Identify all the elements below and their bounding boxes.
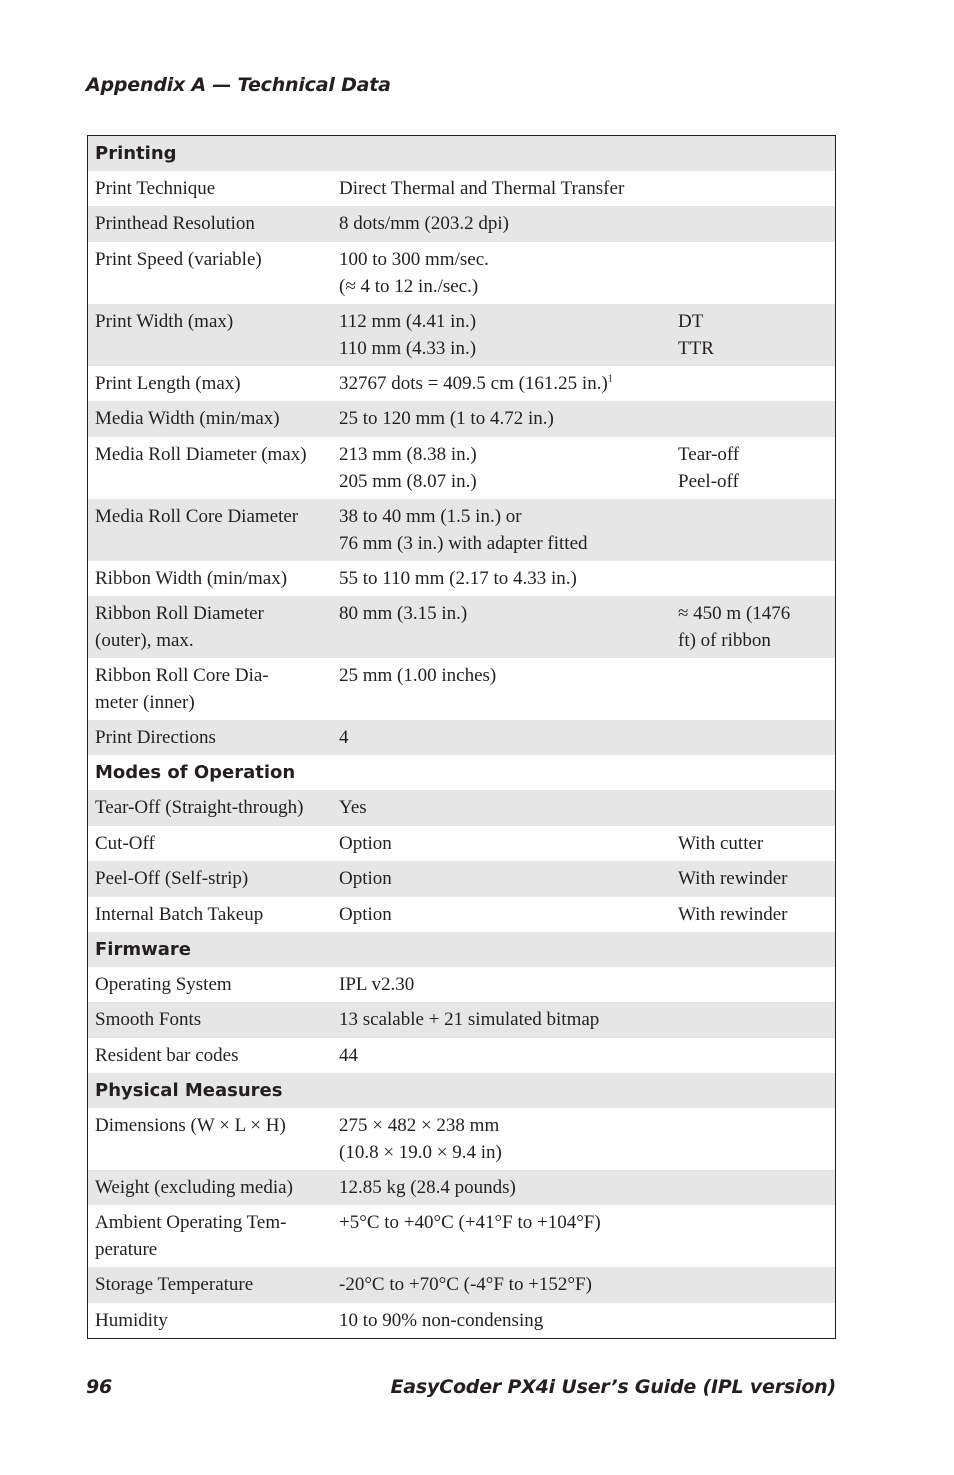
spec-note xyxy=(678,861,835,892)
cell-text: Yes xyxy=(339,797,367,819)
cell-text: Dimensions (W × L × H) xyxy=(95,1115,286,1137)
cell-text: TTR xyxy=(678,337,714,359)
spec-label xyxy=(88,897,339,928)
cell-line xyxy=(95,1307,339,1334)
page-number: 96 xyxy=(86,1376,113,1398)
table-row xyxy=(88,967,835,1002)
spec-note xyxy=(678,1303,835,1307)
spec-note xyxy=(678,826,835,857)
spec-value xyxy=(339,1038,678,1069)
table-row xyxy=(88,1205,835,1267)
spec-note xyxy=(678,1205,835,1209)
cell-text: perature xyxy=(95,1239,158,1261)
cell-text: Print Speed (variable) xyxy=(95,248,262,270)
cell-text: Smooth Fonts xyxy=(95,1009,202,1031)
cell-text: 13 scalable + 21 simulated bitmap xyxy=(339,1009,600,1031)
cell-text: Print Technique xyxy=(95,178,216,199)
cell-text: Printhead Resolution xyxy=(95,213,255,235)
spec-note xyxy=(678,658,835,662)
cell-text: 4 xyxy=(339,726,349,748)
cell-text: 76 mm (3 in.) with adapter fitted xyxy=(339,532,588,554)
spec-value xyxy=(339,658,678,689)
page-header-title: Appendix A — Technical Data xyxy=(86,74,391,96)
table-row xyxy=(88,499,835,561)
cell-line xyxy=(339,1139,678,1166)
spec-note xyxy=(678,171,835,175)
spec-note xyxy=(678,561,835,565)
cell-line xyxy=(339,308,678,335)
spec-note xyxy=(678,1002,835,1006)
spec-value xyxy=(339,499,678,557)
spec-note xyxy=(678,366,835,370)
spec-label xyxy=(88,790,339,821)
cell-text: Storage Temperature xyxy=(95,1274,254,1296)
cell-text: Media Roll Diameter (max) xyxy=(95,443,307,465)
spec-label xyxy=(88,596,339,654)
table-row xyxy=(88,1303,835,1338)
spec-value xyxy=(339,1267,678,1298)
cell-text: +5°C to +40°C (+41°F to +104°F) xyxy=(339,1212,601,1234)
spec-label xyxy=(88,561,339,592)
cell-text: 25 mm (1.00 inches) xyxy=(339,664,497,686)
spec-value xyxy=(339,1205,678,1236)
table-row xyxy=(88,720,835,755)
cell-line xyxy=(95,246,339,273)
cell-line xyxy=(339,1174,678,1201)
cell-line xyxy=(95,1209,339,1236)
cell-text: Humidity xyxy=(95,1309,168,1331)
cell-line xyxy=(95,1236,339,1263)
spec-value xyxy=(339,366,678,397)
cell-line xyxy=(339,210,678,237)
cell-text: 10 to 90% non-condensing xyxy=(339,1309,544,1331)
cell-text: (≈ 4 to 12 in./sec.) xyxy=(339,275,479,297)
cell-line xyxy=(339,468,678,495)
cell-line xyxy=(678,468,835,495)
spec-label xyxy=(88,401,339,432)
cell-text: meter (inner) xyxy=(95,691,195,713)
spec-note xyxy=(678,720,835,724)
guide-title: EasyCoder PX4i User’s Guide (IPL version) xyxy=(390,1376,836,1398)
cell-line xyxy=(339,1271,678,1298)
spec-value xyxy=(339,1108,678,1166)
cell-text: 8 dots/mm (203.2 dpi) xyxy=(339,213,509,235)
cell-line xyxy=(339,794,678,821)
cell-text: Media Width (min/max) xyxy=(95,408,280,430)
cell-text: 110 mm (4.33 in.) xyxy=(339,337,477,359)
cell-text: (outer), max. xyxy=(95,629,194,651)
cell-text: 100 to 300 mm/sec. xyxy=(339,248,489,270)
cell-text: Resident bar codes xyxy=(95,1044,239,1066)
cell-line xyxy=(339,865,678,892)
spec-note xyxy=(678,401,835,405)
cell-line xyxy=(339,724,678,751)
spec-note xyxy=(678,1108,835,1112)
table-row xyxy=(88,366,835,401)
cell-text: DT xyxy=(678,310,704,332)
table-row xyxy=(88,1108,835,1170)
cell-text: Option xyxy=(339,832,392,854)
cell-line xyxy=(95,1174,339,1201)
table-row xyxy=(88,790,835,825)
cell-line xyxy=(95,600,339,627)
section-heading: Firmware xyxy=(88,932,835,967)
cell-line xyxy=(678,627,835,654)
table-row xyxy=(88,596,835,658)
cell-line xyxy=(339,565,678,592)
spec-label xyxy=(88,206,339,237)
cell-text: Print Length (max) xyxy=(95,372,241,394)
table-row xyxy=(88,437,835,499)
spec-note xyxy=(678,1038,835,1042)
cell-line xyxy=(95,565,339,592)
spec-label xyxy=(88,499,339,530)
spec-note xyxy=(678,437,835,495)
cell-line xyxy=(339,1112,678,1139)
cell-line xyxy=(339,662,678,689)
cell-text: Option xyxy=(339,868,392,890)
cell-line xyxy=(95,794,339,821)
spec-note xyxy=(678,499,835,503)
cell-line xyxy=(339,971,678,998)
cell-text: 112 mm (4.41 in.) xyxy=(339,310,477,332)
section-heading: Modes of Operation xyxy=(95,762,296,784)
cell-line xyxy=(95,689,339,716)
spec-label xyxy=(88,658,339,716)
spec-note xyxy=(678,1170,835,1174)
cell-text: Weight (excluding media) xyxy=(95,1177,293,1199)
spec-value xyxy=(339,790,678,821)
cell-line xyxy=(339,530,678,557)
spec-value xyxy=(339,401,678,432)
spec-value xyxy=(339,561,678,592)
cell-text: 275 × 482 × 238 mm xyxy=(339,1115,500,1137)
spec-label xyxy=(88,366,339,397)
cell-line xyxy=(678,901,835,928)
cell-line xyxy=(339,901,678,928)
cell-line xyxy=(95,405,339,432)
table-row xyxy=(88,401,835,436)
cell-line xyxy=(95,503,339,530)
cell-line xyxy=(95,441,339,468)
table-row xyxy=(88,304,835,366)
cell-line xyxy=(339,1307,678,1334)
cell-text: With rewinder xyxy=(678,903,788,925)
cell-text: With cutter xyxy=(678,832,764,854)
cell-line xyxy=(339,441,678,468)
spec-value xyxy=(339,826,678,857)
cell-line xyxy=(95,1006,339,1033)
spec-note xyxy=(678,897,835,928)
table-row xyxy=(88,561,835,596)
cell-text: With rewinder xyxy=(678,868,788,890)
spec-label xyxy=(88,861,339,892)
cell-text: 44 xyxy=(339,1044,358,1066)
spec-value xyxy=(339,206,678,237)
cell-text: Print Directions xyxy=(95,726,216,748)
cell-line xyxy=(95,308,339,335)
cell-text: 205 mm (8.07 in.) xyxy=(339,470,477,492)
cell-line xyxy=(678,865,835,892)
cell-text: Ribbon Roll Core Dia- xyxy=(95,664,269,686)
cell-line xyxy=(339,246,678,273)
cell-line xyxy=(95,1042,339,1069)
cell-line xyxy=(95,901,339,928)
cell-text: Internal Batch Takeup xyxy=(95,903,264,925)
cell-line xyxy=(95,1271,339,1298)
table-row xyxy=(88,861,835,896)
table-row xyxy=(88,658,835,720)
cell-line xyxy=(95,971,339,998)
cell-line xyxy=(339,830,678,857)
spec-note xyxy=(678,596,835,654)
cell-line xyxy=(95,662,339,689)
cell-line xyxy=(339,273,678,300)
section-heading: Physical Measures xyxy=(88,1073,835,1108)
cell-text: ft) of ribbon xyxy=(678,629,771,651)
cell-text: 12.85 kg (28.4 pounds) xyxy=(339,1177,516,1199)
cell-line xyxy=(678,308,835,335)
cell-line xyxy=(339,335,678,362)
table-row xyxy=(88,242,835,304)
spec-value xyxy=(339,1002,678,1033)
spec-label xyxy=(88,304,339,335)
cell-line xyxy=(95,175,339,202)
cell-text: (10.8 × 19.0 × 9.4 in) xyxy=(339,1142,502,1164)
cell-line xyxy=(678,335,835,362)
spec-label xyxy=(88,1267,339,1298)
cell-line xyxy=(95,370,339,397)
table-row xyxy=(88,206,835,241)
spec-value xyxy=(339,1303,678,1334)
cell-text: ≈ 450 m (1476 xyxy=(678,602,791,624)
cell-line xyxy=(95,724,339,751)
footnote-marker: 1 xyxy=(607,373,613,385)
spec-note xyxy=(678,790,835,794)
table-row xyxy=(88,826,835,861)
cell-text: 25 to 120 mm (1 to 4.72 in.) xyxy=(339,408,554,430)
section-heading: Printing xyxy=(88,136,835,171)
spec-note xyxy=(678,967,835,971)
cell-text: 32767 dots = 409.5 cm (161.25 in.) xyxy=(339,372,608,394)
cell-text: 80 mm (3.15 in.) xyxy=(339,602,468,624)
cell-text: Ribbon Roll Diameter xyxy=(95,602,264,624)
cell-line xyxy=(95,865,339,892)
table-row xyxy=(88,1002,835,1037)
spec-note xyxy=(678,1267,835,1271)
cell-line xyxy=(339,370,678,397)
technical-data-table xyxy=(87,135,836,1339)
spec-value xyxy=(339,437,678,495)
spec-value xyxy=(339,1170,678,1201)
cell-text: Tear-off xyxy=(678,443,740,465)
cell-text: Peel-Off (Self-strip) xyxy=(95,868,249,890)
spec-value xyxy=(339,304,678,362)
cell-line xyxy=(95,1112,339,1139)
spec-value xyxy=(339,897,678,928)
cell-text: 55 to 110 mm (2.17 to 4.33 in.) xyxy=(339,567,577,589)
spec-label xyxy=(88,720,339,751)
cell-line xyxy=(95,627,339,654)
cell-text: Operating System xyxy=(95,973,232,995)
spec-value xyxy=(339,720,678,751)
cell-text: Option xyxy=(339,903,392,925)
spec-label xyxy=(88,437,339,468)
cell-text: Media Roll Core Diameter xyxy=(95,505,299,527)
cell-line xyxy=(339,503,678,530)
cell-line xyxy=(678,441,835,468)
cell-text: Peel-off xyxy=(678,470,739,492)
spec-value xyxy=(339,861,678,892)
cell-text: Ribbon Width (min/max) xyxy=(95,567,288,589)
spec-value xyxy=(339,171,678,202)
spec-note xyxy=(678,304,835,362)
table-row xyxy=(88,171,835,206)
spec-label xyxy=(88,1108,339,1139)
cell-line xyxy=(95,830,339,857)
spec-label xyxy=(88,1038,339,1069)
spec-label xyxy=(88,1205,339,1263)
spec-label xyxy=(88,1002,339,1033)
cell-line xyxy=(339,1209,678,1236)
spec-note xyxy=(678,242,835,246)
table-row xyxy=(88,1267,835,1302)
cell-line xyxy=(339,1006,678,1033)
cell-line xyxy=(95,210,339,237)
spec-label xyxy=(88,1170,339,1201)
spec-note xyxy=(678,206,835,210)
cell-text: -20°C to +70°C (-4°F to +152°F) xyxy=(339,1274,592,1296)
spec-label xyxy=(88,242,339,273)
cell-text: IPL v2.30 xyxy=(339,973,415,995)
cell-text: 38 to 40 mm (1.5 in.) or xyxy=(339,505,522,527)
cell-line xyxy=(339,1042,678,1069)
cell-text: Tear-Off (Straight-through) xyxy=(95,797,304,819)
cell-text: Cut-Off xyxy=(95,832,155,854)
cell-line xyxy=(339,405,678,432)
table-row xyxy=(88,897,835,932)
spec-value xyxy=(339,242,678,300)
table-row xyxy=(88,1170,835,1205)
cell-line xyxy=(678,830,835,857)
cell-line xyxy=(339,175,678,202)
table-row xyxy=(88,1038,835,1073)
cell-text: Ambient Operating Tem- xyxy=(95,1212,287,1234)
cell-line xyxy=(339,600,678,627)
cell-line xyxy=(678,600,835,627)
cell-text: Direct Thermal and Thermal Transfer xyxy=(339,178,625,199)
spec-value xyxy=(339,967,678,998)
spec-label xyxy=(88,967,339,998)
cell-text: 213 mm (8.38 in.) xyxy=(339,443,477,465)
spec-label xyxy=(88,171,339,202)
spec-label xyxy=(88,1303,339,1334)
spec-label xyxy=(88,826,339,857)
spec-value xyxy=(339,596,678,627)
cell-text: Print Width (max) xyxy=(95,310,234,332)
